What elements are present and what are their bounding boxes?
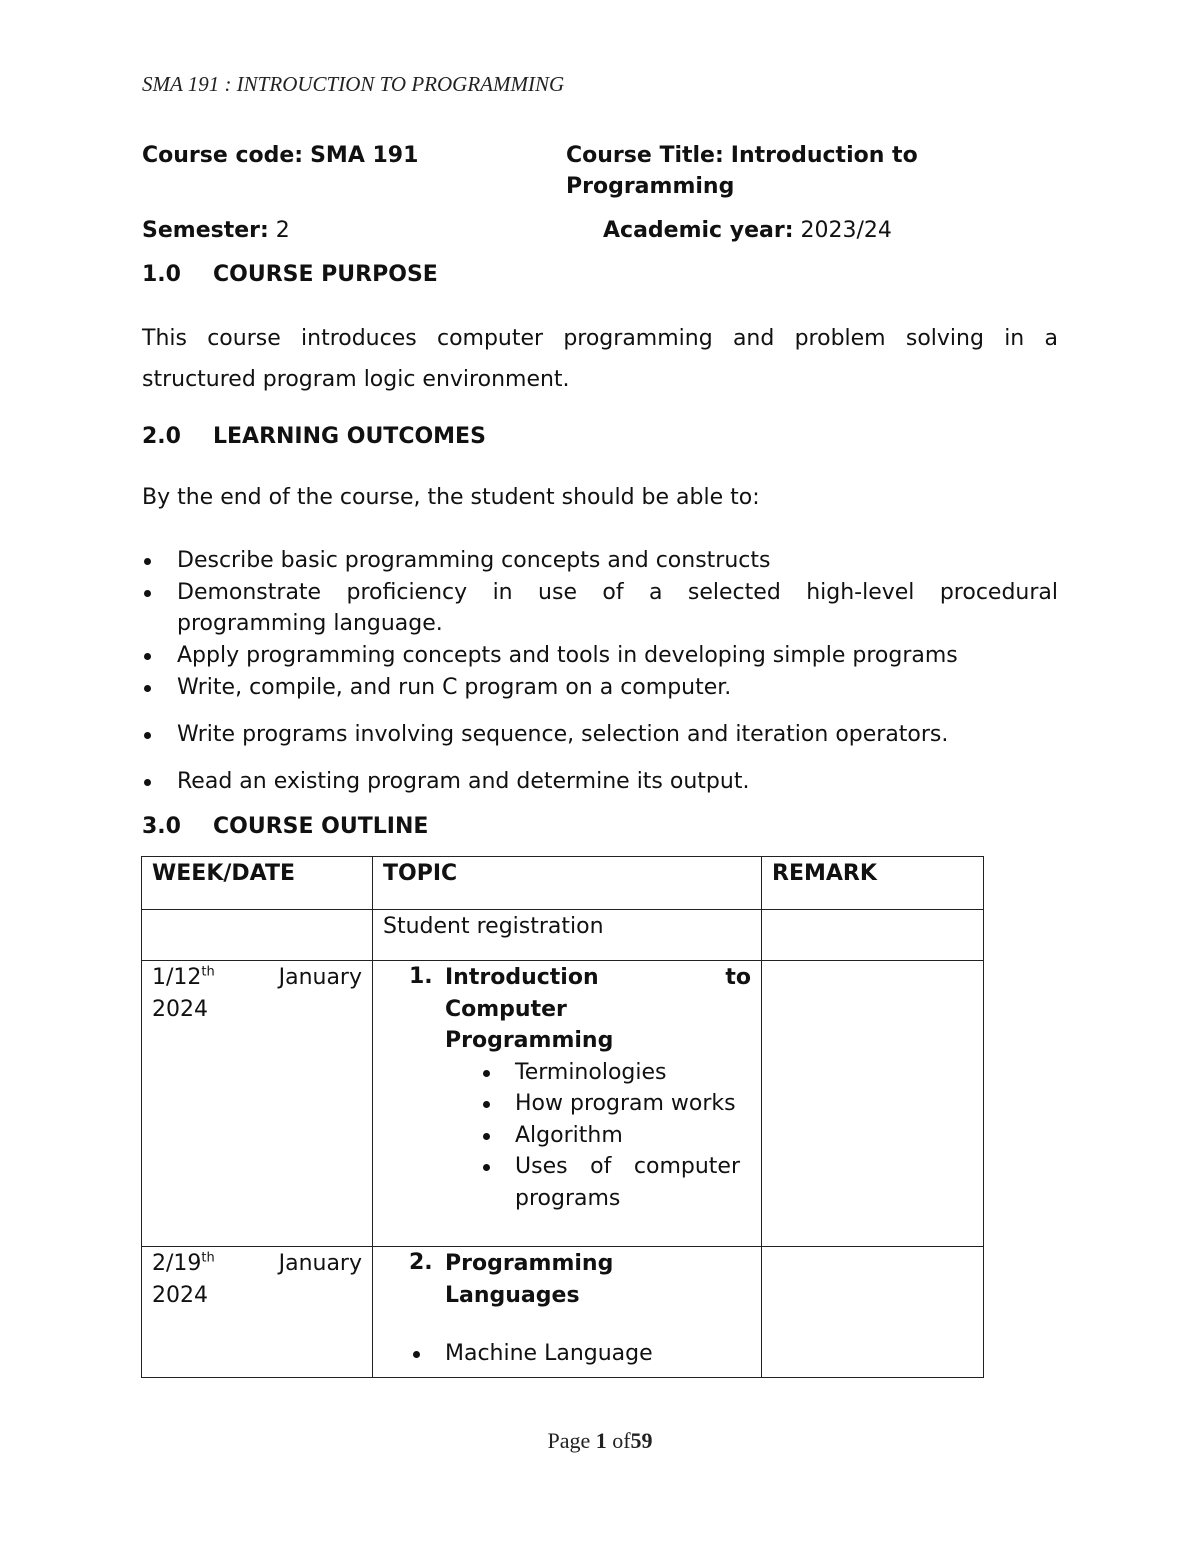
- outcomes-list: [142, 545, 1058, 797]
- bullet-icon: [483, 1101, 490, 1108]
- topic-heading: 1. Introduction to Computer Programming: [409, 964, 751, 1053]
- semester-label: Semester:: [142, 218, 269, 243]
- bullet-icon: [144, 558, 151, 565]
- table-cell-remark: [762, 910, 984, 961]
- bullet-icon: [144, 685, 151, 692]
- table-row: [142, 1247, 984, 1378]
- bullet-icon: [144, 653, 151, 660]
- section-number: 3.0: [142, 814, 181, 839]
- section-title: COURSE PURPOSE: [213, 262, 438, 287]
- course-code: [142, 140, 418, 171]
- total-pages: 59: [630, 1428, 653, 1453]
- table-cell-date: 1/12th January 2024: [142, 961, 373, 1247]
- table-cell-topic: [373, 1247, 762, 1378]
- section-heading-outcomes: [142, 424, 486, 449]
- list-item: Apply programming concepts and tools in developing simple programs: [142, 640, 1058, 671]
- table-cell-date: [142, 910, 373, 961]
- bullet-icon: [483, 1133, 490, 1140]
- bullet-icon: [483, 1164, 490, 1171]
- running-header: SMA 191 : INTROUCTION TO PROGRAMMING: [142, 72, 565, 96]
- list-item: Algorithm: [373, 1120, 751, 1152]
- table-cell-remark: [762, 961, 984, 1247]
- academic-year: [603, 215, 892, 246]
- bullet-icon: [144, 779, 151, 786]
- table-row: [142, 961, 984, 1247]
- section-title: COURSE OUTLINE: [213, 814, 429, 839]
- list-item: Machine Language: [373, 1338, 751, 1370]
- table-header-cell: TOPIC: [373, 857, 762, 910]
- section-number: 1.0: [142, 262, 181, 287]
- list-item: Write, compile, and run C program on a computer.: [142, 672, 1058, 703]
- section-heading-outline: [142, 814, 428, 839]
- table-row: [142, 910, 984, 961]
- section-heading-purpose: [142, 262, 438, 287]
- of-label: of: [612, 1428, 631, 1453]
- table-header-row: [142, 857, 984, 910]
- course-code-label: Course code:: [142, 143, 304, 168]
- topic-heading: 2. Programming Languages: [409, 1250, 614, 1308]
- course-outline-table: [141, 856, 984, 1378]
- list-item: Describe basic programming concepts and constructs: [142, 545, 1058, 576]
- bullet-icon: [483, 1070, 490, 1077]
- table-cell-date: 2/19th January 2024: [142, 1247, 373, 1378]
- list-item: How program works: [373, 1088, 751, 1120]
- course-title-label: Course Title:: [566, 143, 724, 168]
- section-number: 2.0: [142, 424, 181, 449]
- list-item: Uses of computer programs: [373, 1151, 751, 1214]
- section-title: LEARNING OUTCOMES: [213, 424, 486, 449]
- list-item: Write programs involving sequence, selection and iteration operators.: [142, 719, 1058, 750]
- course-code-value: SMA 191: [310, 143, 419, 168]
- academic-year-value: 2023/24: [800, 218, 892, 243]
- subtopic-list: [373, 1338, 761, 1370]
- course-title: [566, 140, 986, 202]
- semester: [142, 215, 290, 246]
- table-cell-topic: [373, 961, 762, 1247]
- purpose-text: This course introduces computer programming and problem solving in a structured program logic environment.: [142, 326, 1058, 392]
- table-header-cell: WEEK/DATE: [142, 857, 373, 910]
- subtopic-list: [373, 1057, 761, 1215]
- list-item: Demonstrate proficiency in use of a selected high-level procedural programming language.: [142, 577, 1058, 639]
- list-item: Read an existing program and determine its output.: [142, 766, 1058, 797]
- bullet-icon: [144, 590, 151, 597]
- outcomes-intro: By the end of the course, the student should be able to:: [142, 485, 760, 510]
- semester-value: 2: [275, 218, 290, 243]
- table-header-cell: REMARK: [762, 857, 984, 910]
- bullet-icon: [413, 1351, 420, 1358]
- page-footer: [0, 1428, 1200, 1454]
- list-item: Terminologies: [373, 1057, 751, 1089]
- course-title-value: Introduction to Programming: [566, 143, 918, 199]
- table-cell-topic: Student registration: [373, 910, 762, 961]
- bullet-icon: [144, 732, 151, 739]
- page-number: 1: [595, 1428, 607, 1453]
- table-cell-remark: [762, 1247, 984, 1378]
- academic-year-label: Academic year:: [603, 218, 794, 243]
- page-label: Page: [547, 1428, 591, 1453]
